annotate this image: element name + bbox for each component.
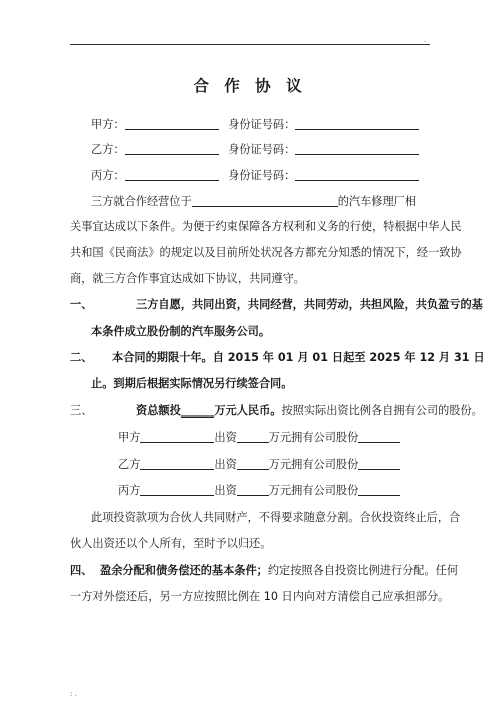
share-amount-blank[interactable]	[237, 457, 269, 470]
intro-line-2: 关事宜达成以下条件。为便于约束保障各方权利和义务的行使，特根据中华人民	[70, 220, 462, 233]
party-row-bing	[91, 168, 419, 183]
clause-4-number: 四、	[70, 564, 93, 577]
share-percent-blank[interactable]	[358, 457, 400, 470]
party-label: 甲方：	[91, 118, 125, 131]
share-percent-blank[interactable]	[358, 483, 400, 496]
party-row-yi	[91, 142, 419, 157]
share-label: 万元拥有公司股份	[268, 484, 359, 497]
party-name-blank[interactable]	[125, 142, 219, 155]
footer-mark: : .	[70, 690, 77, 698]
id-label: 身份证号码：	[228, 169, 296, 182]
share-party: 甲方	[118, 431, 141, 444]
intro-text: 三方就合作经营位于	[91, 195, 192, 208]
party-name-blank[interactable]	[125, 117, 219, 130]
clause-4-line-1	[100, 564, 458, 578]
clause-4-line-2: 一方对外偿还后，另一方应按照比例在 10 日内向对方清偿自己应承担部分。	[70, 590, 450, 603]
share-label: 出资	[214, 484, 237, 497]
id-label: 身份证号码：	[228, 143, 296, 156]
share-party: 丙方	[118, 484, 141, 497]
investment-note-line-1: 此项投资款项为合伙人共同财产，不得要求随意分割。合伙投资终止后，合	[91, 511, 461, 524]
clause-2-number: 二、	[70, 351, 93, 364]
document-title: 合 作 协 议	[193, 77, 307, 95]
clause-4-text: 约定按照各自投资比例进行分配。任何	[267, 564, 459, 577]
location-blank[interactable]	[192, 194, 338, 207]
investment-note-line-2: 伙人出资还以个人所有，至时予以归还。	[70, 537, 272, 550]
clause-3-line	[136, 404, 483, 418]
party-label: 乙方：	[91, 143, 125, 156]
header-mark: .	[424, 36, 427, 44]
party-label: 丙方：	[91, 169, 125, 182]
share-name-blank[interactable]	[140, 430, 214, 443]
intro-text: 的汽车修理厂相	[337, 195, 417, 208]
share-percent-blank[interactable]	[358, 430, 400, 443]
share-row-jia	[118, 430, 400, 445]
share-amount-blank[interactable]	[237, 483, 269, 496]
clause-4-text: 盈余分配和债务偿还的基本条件；	[100, 564, 268, 577]
intro-line-1	[91, 194, 416, 209]
clause-1-line-2: 本条件成立股份制的汽车服务公司。	[91, 325, 271, 338]
id-label: 身份证号码：	[228, 118, 296, 131]
share-row-yi	[118, 457, 400, 472]
share-name-blank[interactable]	[140, 483, 214, 496]
id-number-blank[interactable]	[295, 117, 419, 130]
clause-2-line-2: 止。到期后根据实际情况另行续签合同。	[91, 377, 293, 390]
header-rule	[70, 44, 430, 45]
clause-3-text: 按照实际出资比例各自拥有公司的股份。	[281, 404, 483, 417]
share-label: 出资	[214, 431, 237, 444]
id-number-blank[interactable]	[295, 168, 419, 181]
share-amount-blank[interactable]	[237, 430, 269, 443]
intro-line-4: 商，就三方合作事宜达成如下协议，共同遵守。	[70, 272, 305, 285]
share-party: 乙方	[118, 458, 141, 471]
intro-line-3: 共和国《民商法》的规定以及目前所处状况各方都充分知悉的情况下，经一致协	[70, 246, 462, 259]
share-label: 出资	[214, 458, 237, 471]
share-label: 万元拥有公司股份	[268, 431, 359, 444]
clause-1-number: 一、	[70, 298, 93, 311]
share-row-bing	[118, 483, 400, 498]
clause-3-text: 万元人民币。	[214, 404, 282, 417]
clause-3-number: 三、	[70, 404, 93, 417]
clause-1-line-1: 三方自愿，共同出资，共同经营，共同劳动，共担风险，共负盈亏的基	[136, 298, 483, 311]
clause-2-line-1: 本合同的期限十年。自 2015 年 01 月 01 日起至 2025 年 12 月 31 日	[112, 351, 485, 364]
party-row-jia	[91, 117, 419, 132]
party-name-blank[interactable]	[125, 168, 219, 181]
clause-3-text: 资总额投	[136, 404, 181, 417]
share-name-blank[interactable]	[140, 457, 214, 470]
share-label: 万元拥有公司股份	[268, 458, 359, 471]
id-number-blank[interactable]	[295, 142, 419, 155]
investment-amount-blank[interactable]: ______	[180, 404, 215, 417]
